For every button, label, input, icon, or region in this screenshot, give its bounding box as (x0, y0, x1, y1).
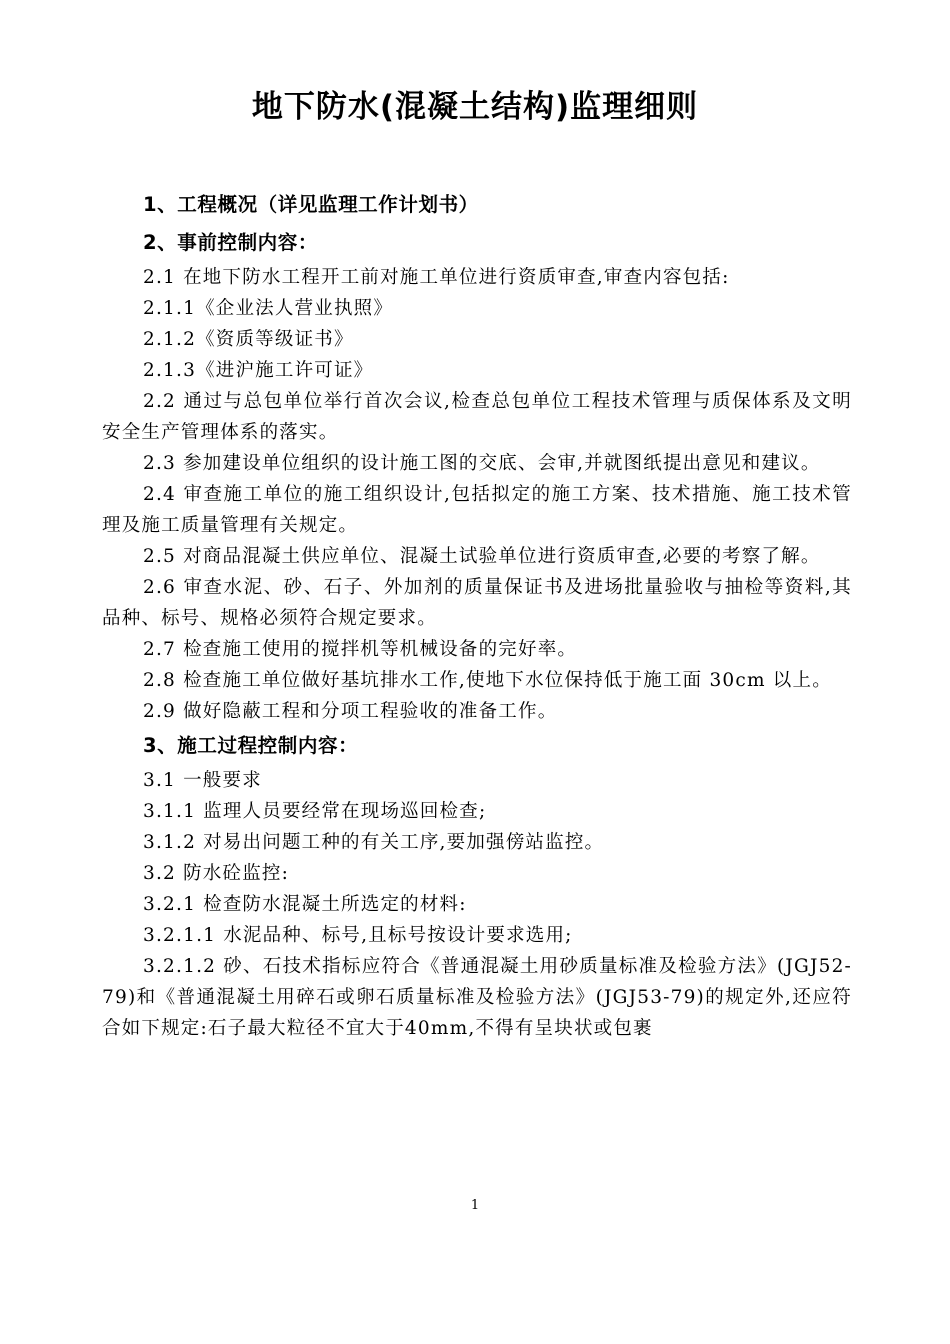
paragraph: 2.3 参加建设单位组织的设计施工图的交底、会审,并就图纸提出意见和建议。 (143, 453, 821, 474)
paragraph: 2.6 审查水泥、砂、石子、外加剂的质量保证书及进场批量验收与抽检等资料,其品种、标号、规格必须符合规定要求。 (102, 577, 852, 629)
paragraph: 2.2 通过与总包单位举行首次会议,检查总包单位工程技术管理与质保体系及文明安全生产管理体系的落实。 (102, 391, 852, 443)
paragraph: 3.1.2 对易出问题工种的有关工序,要加强傍站监控。 (143, 832, 605, 853)
paragraph: 2.4 审查施工单位的施工组织设计,包括拟定的施工方案、技术措施、施工技术管理及施工质量管理有关规定。 (102, 484, 852, 536)
paragraph: 3.2.1 检查防水混凝土所选定的材料: (143, 894, 467, 915)
paragraph: 2.5 对商品混凝土供应单位、混凝土试验单位进行资质审查,必要的考察了解。 (143, 546, 821, 567)
paragraph: 3.1 一般要求 (143, 770, 262, 791)
paragraph: 2.1.2《资质等级证书》 (143, 329, 354, 350)
section-heading: 2、事前控制内容： (143, 231, 318, 254)
section-heading: 3、施工过程控制内容： (143, 734, 359, 757)
document-title: 地下防水(混凝土结构)监理细则 (251, 89, 699, 125)
paragraph: 2.8 检查施工单位做好基坑排水工作,使地下水位保持低于施工面 30cm 以上。 (143, 670, 832, 691)
paragraph: 3.2 防水砼监控: (143, 863, 290, 884)
paragraph: 2.7 检查施工使用的搅拌机等机械设备的完好率。 (143, 639, 578, 660)
page-number: 1 (470, 1198, 480, 1213)
paragraph: 2.1.3《进沪施工许可证》 (143, 360, 374, 381)
paragraph: 2.9 做好隐蔽工程和分项工程验收的准备工作。 (143, 701, 558, 722)
paragraph: 2.1 在地下防水工程开工前对施工单位进行资质审查,审查内容包括: (143, 267, 730, 288)
section-heading: 1、工程概况（详见监理工作计划书） (143, 193, 479, 216)
paragraph: 3.2.1.2 砂、石技术指标应符合《普通混凝土用砂质量标准及检验方法》(JGJ52-79)和《普通混凝土用碎石或卵石质量标准及检验方法》(JGJ53-79)的规定外,还应符合如下规定:石子最大粒径不宜大于40mm,不得有呈块状或包裹 (102, 956, 852, 1039)
paragraph: 3.2.1.1 水泥品种、标号,且标号按设计要求选用; (143, 925, 573, 946)
document-body (102, 186, 852, 1044)
paragraph: 2.1.1《企业法人营业执照》 (143, 298, 394, 319)
paragraph: 3.1.1 监理人员要经常在现场巡回检查; (143, 801, 487, 822)
